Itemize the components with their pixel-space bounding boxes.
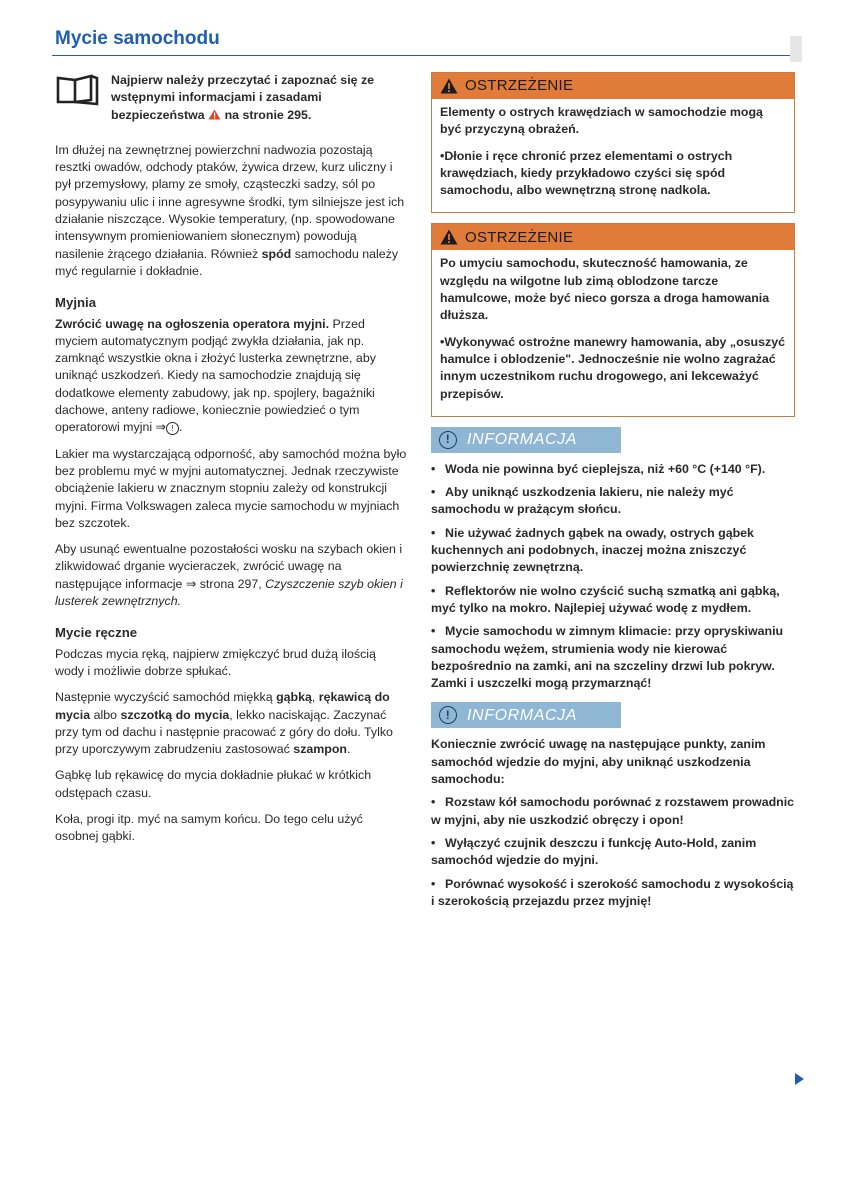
- wosk-text: Aby usunąć ewentualne pozostałości wosku na szybach okien i zlikwidować drganie wycieraczek, zwrócić uwagę na następujące informacje: [55, 542, 403, 591]
- paragraph-dirt: [55, 142, 407, 280]
- list-item: • Reflektorów nie wolno czyścić suchą szmatką ani gąbką, myć tylko na mokro. Najlepiej używać wodę z mydłem.: [431, 583, 780, 615]
- page-title: Mycie samochodu: [55, 28, 220, 49]
- info2-bullet-text: Porównać wysokość i szerokość samochodu z wysokością i szerokością przejazdu przez myjnię!: [431, 876, 794, 908]
- paragraph-lakier: Lakier ma wystarczającą odporność, aby samochód można było bez problemu myć w myjni automatycznej. Jednak rzeczywiste obciążenie lakieru w znacznym stopniu zależy od konstrukcji myjni. Firma Volkswagen zaleca mycie samochodu w myjniach bez szczotek.: [55, 446, 407, 530]
- info1-bullet-text: Reflektorów nie wolno czyścić suchą szmatką ani gąbką, myć tylko na mokro. Najlepiej używać wodę z mydłem.: [431, 583, 780, 615]
- warning-bullet-2-text: Wykonywać ostrożne manewry hamowania, aby „osuszyć hamulce i oblodzenie". Jednocześnie nie wolno zagrażać innym uczestnikom ruchu drogowego, ani lekceważyć przepisów.: [440, 334, 785, 401]
- list-item: • Rozstaw kół samochodu porównać z rozstawem prowadnic w myjni, aby nie uszkodzić obręczy i opon!: [431, 795, 795, 827]
- book-icon: [55, 74, 101, 106]
- right-column: [431, 72, 795, 916]
- warning-label-1: OSTRZEŻENIE: [465, 77, 574, 95]
- page-reference-link[interactable]: ⇒ strona 297,: [185, 576, 262, 591]
- info2-bullet-text: Wyłączyć czujnik deszczu i funkcję Auto-Hold, zanim samochód wjedzie do myjni.: [431, 835, 757, 868]
- info2-bullet-text: Rozstaw kół samochodu porównać z rozstawem prowadnic w myjni, aby nie uszkodzić obręczy i opon!: [431, 795, 795, 827]
- wosk-italic-ref: Czyszczenie szyb okien i lusterek zewnętrznych.: [55, 576, 403, 609]
- paragraph-myjnia-lead: Zwrócić uwagę na ogłoszenia operatora myjni. Przed myciem automatycznym podjąć zwykła działania, jak np. zamknąć wszystkie okna i złożyć lusterka zewnętrzne, aby uniknąć uszkodzeń. Kiedy na samochodzie znajdują się dodatkowe elementy zabudowy, jak np. spojlery, bagażniki dachowe, anteny radiowe, koniecznie powiedzieć o tym operatorowi myjni ⇒ ! .: [55, 316, 376, 435]
- reczne2-e: , lekko naciskając. Zaczynać przy tym od dachu i następnie pracować z góry do dołu. Tylko przy uporczywym zabrudzeniu zastosować: [55, 707, 393, 757]
- paragraph-reczne-1: Podczas mycia ręką, najpierw zmiękczyć brud dużą ilością wody i możliwie dobrze spłukać.: [55, 646, 376, 678]
- info-circle-icon: !: [439, 706, 457, 724]
- paragraph-reczne-3: Gąbkę lub rękawicę do mycia dokładnie płukać w krótkich odstępach czasu.: [55, 768, 372, 800]
- paragraph-reczne-4: Koła, progi itp. myć na samym końcu. Do tego celu użyć osobnej gąbki.: [55, 811, 363, 844]
- list-item: • Nie używać żadnych gąbek na owady, ostrych gąbek kuchennych ani podobnych, inaczej można zniszczyć powierzchnię zewnętrzną.: [431, 525, 754, 575]
- reczne2-a: Następnie wyczyścić samochód miękką: [55, 690, 273, 705]
- intro-main: Najpierw należy przeczytać i zapoznać się ze wstępnymi informacjami i zasadami bezpieczeństwa: [111, 73, 375, 122]
- paragraph-dirt-end: samochodu należy myć regularnie i dokładnie.: [55, 246, 399, 278]
- info-ref-icon[interactable]: !: [166, 422, 179, 435]
- info-label-1: INFORMACJA: [467, 431, 577, 449]
- info1-bullet-text: Woda nie powinna być cieplejsza, niż +60 °C (+140 °F).: [445, 461, 766, 476]
- info-body-2: [431, 736, 795, 910]
- reczne2-f: .: [347, 742, 351, 757]
- info2-intro: Koniecznie zwrócić uwagę na następujące punkty, zanim samochód wjedzie do myjni, aby uniknąć uszkodzenia samochodu:: [431, 737, 766, 787]
- warning-triangle-icon: [440, 229, 458, 245]
- list-item: • Mycie samochodu w zimnym klimacie: przy opryskiwaniu samochodu wężem, strumienia wody nie kierować bezpośrednio na zamki, ani na szczeliny drzwi lub pokryw. Zamki i uszczelki mogą przymarznąć!: [431, 624, 784, 691]
- warning-box-1: [431, 72, 795, 213]
- myjnia-lead-text: Przed myciem automatycznym podjąć zwykła działania, jak np. zamknąć wszystkie okna i złożyć lusterka zewnętrzne, aby uniknąć uszkodzeń. Kiedy na samochodzie znajdują się dodatkowe elementy zabudowy, jak np. spojlery, bagażniki dachowe, anteny radiowe, koniecznie powiedzieć o tym operatorowi myjni ⇒: [55, 316, 376, 435]
- heading-reczne: Mycie ręczne: [55, 625, 138, 641]
- intro-note: [55, 72, 407, 124]
- info-header-1: [431, 427, 621, 453]
- info-label-2: INFORMACJA: [467, 706, 577, 724]
- title-divider: [52, 55, 794, 56]
- warning-text-1: Elementy o ostrych krawędziach w samochodzie mogą być przyczyną obrażeń.: [440, 105, 763, 137]
- warning-body-2: [432, 250, 794, 415]
- reczne2-b3: szczotką do mycia: [120, 707, 230, 722]
- info-body-1: [431, 461, 795, 693]
- page-edge-mark: [790, 36, 802, 62]
- list-item: • Porównać wysokość i szerokość samochodu z wysokością i szerokością przejazdu przez myjnię!: [431, 876, 794, 908]
- warning-triangle-icon: [440, 78, 458, 94]
- heading-myjnia: Myjnia: [55, 295, 97, 311]
- list-item: • Wyłączyć czujnik deszczu i funkcję Auto-Hold, zanim samochód wjedzie do myjni.: [431, 835, 757, 868]
- paragraph-wosk: [55, 541, 407, 610]
- warning-bullet-1: •Dłonie i ręce chronić przez elementami o ostrych krawędziach, kiedy przykładowo czyści się spód samochodu, albo wewnętrzną stronę nadkola.: [440, 148, 733, 198]
- paragraph-dirt-text: Im dłużej na zewnętrznej powierzchni nadwozia pozostają resztki owadów, odchody ptaków, żywica drzew, kurz uliczny i pył przemysłowy, plamy ze smoły, cząsteczki sadzy, sól po posypywaniu ulic i inne agresywne środki, tym silniejsze jest ich działanie niszczące. Wysokie temperatury, (np. spowodowane intensywnym promieniowaniem słonecznym) powodują nasilenie żrącego działania. Również: [55, 142, 405, 261]
- warning-bullet-1-text: Dłonie i ręce chronić przez elementami o ostrych krawędziach, kiedy przykładowo czyści się spód samochodu, albo wewnętrzną stronę nadkola.: [440, 148, 733, 198]
- warning-header-2: [432, 224, 794, 250]
- list-item: • Woda nie powinna być cieplejsza, niż +60 °C (+140 °F).: [431, 461, 766, 476]
- warning-triangle-icon: [208, 109, 221, 120]
- info1-bullet-text: Mycie samochodu w zimnym klimacie: przy opryskiwaniu samochodu wężem, strumienia wody nie kierować bezpośrednio na zamki, ani na szczeliny drzwi lub pokryw. Zamki i uszczelki mogą przymarznąć!: [431, 624, 784, 691]
- info1-bullet-text: Aby uniknąć uszkodzenia lakieru, nie należy myć samochodu w prażącym słońcu.: [431, 485, 734, 517]
- reczne2-c: ,: [311, 690, 316, 705]
- next-page-arrow-icon[interactable]: [795, 1073, 804, 1085]
- info1-bullet-text: Nie używać żadnych gąbek na owady, ostrych gąbek kuchennych ani podobnych, inaczej można zniszczyć powierzchnię zewnętrzną.: [431, 525, 754, 575]
- paragraph-reczne-2: [55, 689, 407, 758]
- paragraph-dirt-bold: spód: [261, 246, 292, 261]
- reczne2-d: albo: [93, 707, 118, 722]
- intro-text: [111, 72, 407, 124]
- warning-label-2: OSTRZEŻENIE: [465, 228, 574, 246]
- info-circle-icon: !: [439, 431, 457, 449]
- intro-suffix: na stronie 295.: [224, 107, 312, 122]
- info-header-2: [431, 702, 621, 728]
- reczne2-b2: rękawicą do mycia: [55, 690, 390, 722]
- warning-header-1: [432, 73, 794, 99]
- list-item: • Aby uniknąć uszkodzenia lakieru, nie należy myć samochodu w prażącym słońcu.: [431, 485, 734, 517]
- reczne2-b1: gąbką: [276, 690, 312, 705]
- left-column: [55, 72, 407, 855]
- warning-body-1: [432, 99, 794, 212]
- warning-box-2: [431, 223, 795, 416]
- reczne2-b4: szampon: [293, 742, 347, 757]
- myjnia-lead-bold: Zwrócić uwagę na ogłoszenia operatora myjni.: [55, 316, 330, 331]
- warning-text-2: Po umyciu samochodu, skuteczność hamowania, ze względu na wilgotne lub zimą oblodzone tarcze hamulcowe, może być nieco gorsza a droga hamowania dłuższa.: [440, 256, 770, 323]
- warning-bullet-2: •Wykonywać ostrożne manewry hamowania, aby „osuszyć hamulce i oblodzenie". Jednocześnie nie wolno zagrażać innym uczestnikom ruchu drogowego, ani lekceważyć przepisów.: [440, 334, 785, 401]
